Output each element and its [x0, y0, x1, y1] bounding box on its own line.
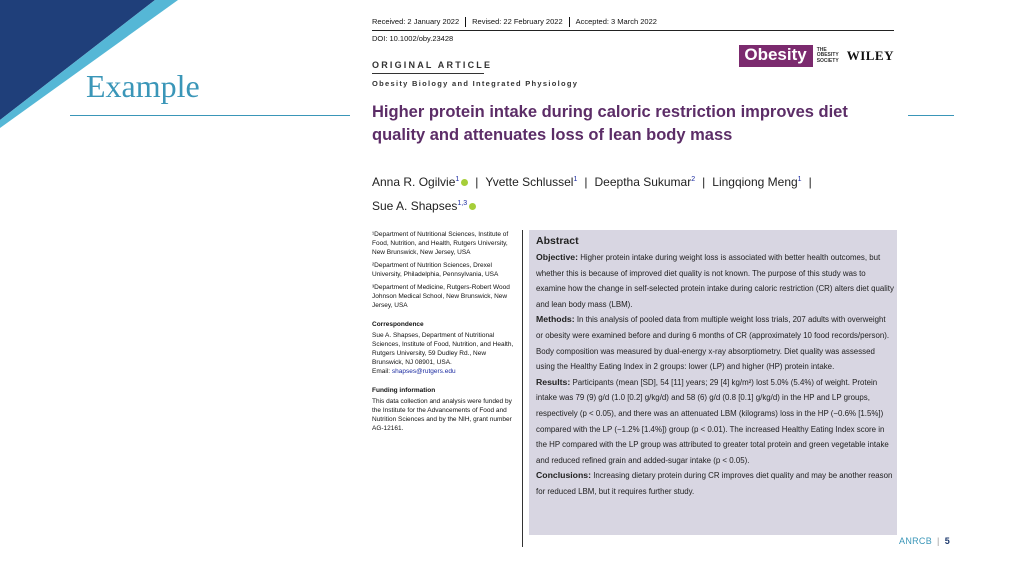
- affiliation: ³Department of Medicine, Rutgers-Robert Wood Johnson Medical School, New Brunswick, New Jersey, USA: [372, 284, 510, 309]
- paper-screenshot: [372, 14, 894, 536]
- correspondence-email: Email: shapses@rutgers.edu: [372, 368, 456, 375]
- email-link[interactable]: shapses@rutgers.edu: [391, 368, 456, 375]
- correspondence-heading: Correspondence: [372, 321, 424, 328]
- affiliation: ¹Department of Nutritional Sciences, Institute of Food, Nutrition, and Health, Rutgers University, New Brunswick, New Jersey, USA: [372, 231, 509, 256]
- author-name: Deeptha Sukumar: [594, 175, 692, 189]
- author-list: Anna R. Ogilvie$^1$ | Yvette Schlussel$^1$ | Deeptha Sukumar$^2$ | Lingqiong Meng$^1$ | Sue A. Shapses$^{1,3}$: [372, 175, 812, 213]
- abstract-heading: Abstract: [536, 235, 579, 247]
- corner-decoration: [0, 0, 180, 130]
- title-divider-left: [70, 115, 350, 116]
- article-type-underline: [372, 73, 484, 74]
- funding-heading: Funding information: [372, 387, 436, 394]
- abstract-objective: Objective: Higher protein intake during weight loss is associated with better health outcomes, but whether this is because of improved diet quality is not known. The purpose of this study was to examine how the change in self-selected protein intake during caloric restriction (CR) alters diet quality and lean body mass (LBM).: [536, 252, 894, 309]
- article-type: ORIGINAL ARTICLE: [372, 60, 493, 70]
- side-column: [372, 230, 517, 437]
- journal-section: Obesity Biology and Integrated Physiology: [372, 79, 579, 88]
- abstract-box: [529, 230, 897, 535]
- wiley-logo: WILEY: [846, 48, 894, 63]
- funding-text: This data collection and analysis were funded by the Institute for the Advancements of Food and Nutrition Sciences and by the NIH, grant number AG-12161.: [372, 398, 512, 432]
- page-number: 5: [944, 536, 950, 546]
- author-name: Sue A. Shapses: [372, 199, 458, 213]
- revised-date: Revised: 22 February 2022: [472, 17, 563, 26]
- abstract-methods: Methods: In this analysis of pooled data from multiple weight loss trials, 207 adults with overweight or obesity were examined before and during 6 months of CR (approximately 10 food records/person). Body composition was measured by dual-energy x-ray absorptiometry. Diet quality was assessed using the Healthy Eating Index in 2 groups: lower (LP) and higher (HP) protein intake.: [536, 314, 890, 372]
- paper-title: Higher protein intake during caloric restriction improves diet quality and attenuates loss of lean body mass: [372, 103, 848, 144]
- doi: DOI: 10.1002/oby.23428: [372, 34, 454, 43]
- received-date: Received: 2 January 2022: [372, 17, 460, 26]
- obesity-journal-logo: Obesity: [739, 45, 812, 67]
- author-name: Anna R. Ogilvie: [372, 175, 456, 189]
- footer-label: ANRCB: [899, 536, 933, 546]
- abstract-conclusions: Conclusions: Increasing dietary protein during CR improves diet quality and may be another reason for reduced LBM, but it requires further study.: [536, 470, 893, 496]
- header-rule: [372, 30, 894, 31]
- journal-logos: [739, 44, 894, 68]
- title-divider-right: [908, 115, 954, 116]
- slide-footer: ANRCB | 5: [899, 536, 950, 546]
- orcid-icon: [461, 179, 468, 186]
- abstract-rule: [522, 230, 523, 547]
- affiliation: ²Department of Nutrition Sciences, Drexel University, Philadelphia, Pennsylvania, USA: [372, 262, 499, 278]
- slide-title: Example: [86, 68, 200, 104]
- author-name: Lingqiong Meng: [712, 175, 798, 189]
- submission-dates: [372, 17, 657, 27]
- obesity-society-logo: THE OBESITY SOCIETY: [816, 46, 839, 64]
- abstract-results: Results: Participants (mean [SD], 54 [11] years; 29 [4] kg/m²) lost 5.0% (5.4%) of weight. Protein intake was 79 (9) g/d (1.0 [0.2] g/kg/d) and 58 (6) g/d (0.8 [0.1] g/kg/d) in the HP and LP groups, respectively (p < 0.05), and there was an attenuated LBM (kilograms) loss in the HP (−0.6% [1.5%]) compared with the LP (−1.2% [1.4%]) group (p < 0.01). The increased Healthy Eating Index score in the HP compared with the LP group was attributed to greater total protein and green vegetable intake and reduced refined grain and added-sugar intake (p < 0.05).: [536, 376, 889, 465]
- author-name: Yvette Schlussel: [485, 175, 574, 189]
- correspondence-text: Sue A. Shapses, Department of Nutritional Sciences, Institute of Food, Nutrition, and Health, Rutgers University, 59 Dudley Rd., New Brunswick, NJ 08901, USA.: [372, 332, 514, 366]
- abstract-section: [522, 230, 894, 547]
- orcid-icon: [469, 203, 476, 210]
- accepted-date: Accepted: 3 March 2022: [575, 17, 657, 26]
